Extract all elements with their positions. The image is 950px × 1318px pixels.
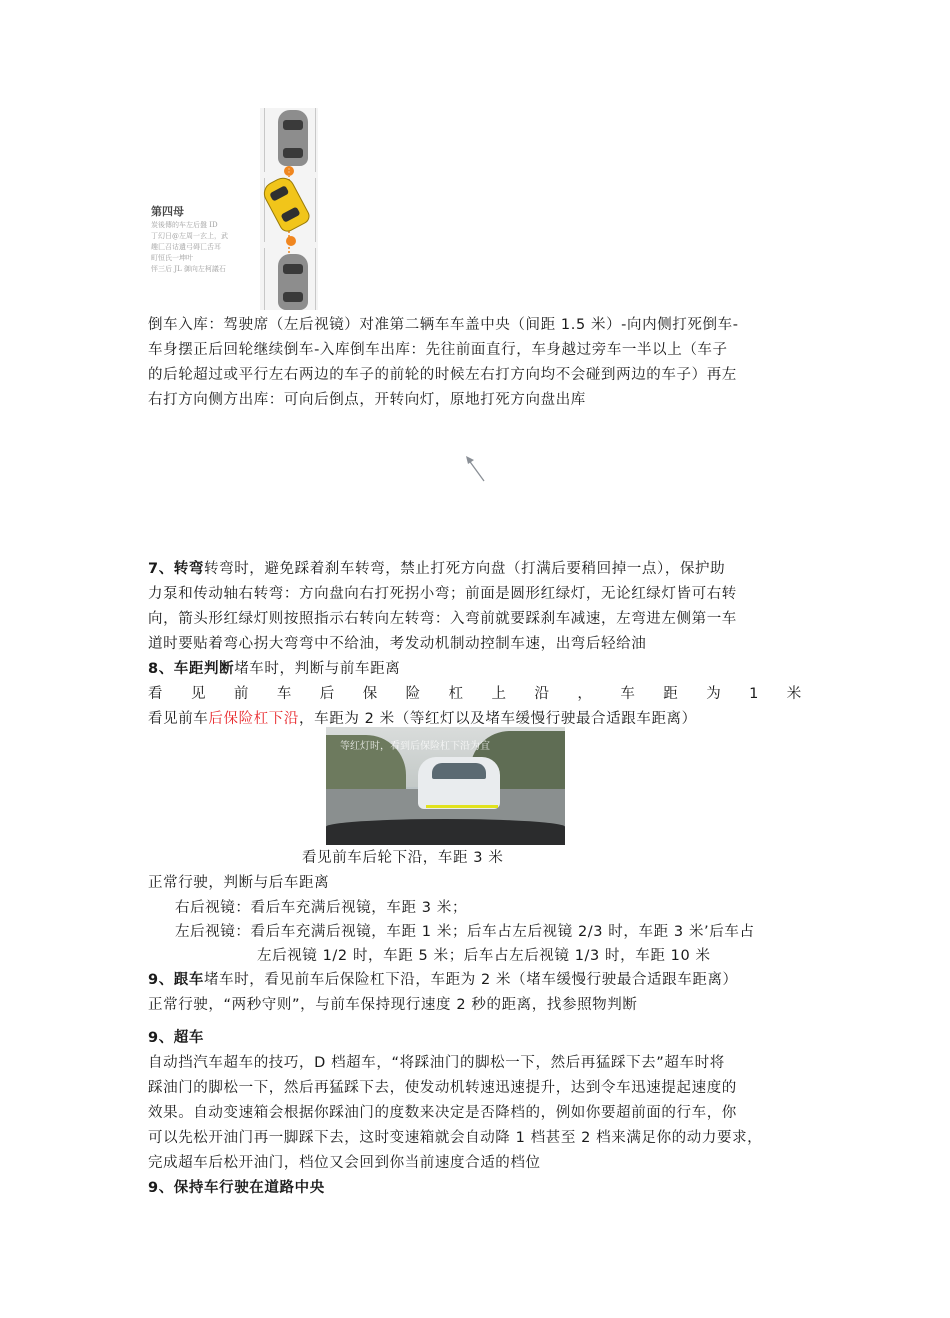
justified-char: 杠 — [448, 686, 464, 702]
justified-char: 1 — [749, 686, 759, 702]
justified-char: 距 — [663, 686, 679, 702]
section-overtaking: 9、超车 自动挡汽车超车的技巧，D 档超车，“将踩油门的脚松一下，然后再猛踩下去”超车时将 踩油门的脚松一下，然后再猛踩下去，使发动机转速迅速提升，达到令车迅速提起速度的 效果。自动变速箱会根据你踩油门的度数来决定是否降档的，例如你要超前面的行车，你 可以先松开油门再一脚踩下去，这时变速箱就会自动降 1 档甚至 2 档来满足你的动力要求， 完成超车后松开油门，档位又会回到你当前速度合适的档位 9、保持车行驶在道路中央 — [148, 1026, 762, 1201]
justified-char: 上 — [491, 686, 507, 702]
justified-line — [148, 682, 802, 707]
dashboard — [326, 819, 565, 845]
justified-char: 保 — [362, 686, 378, 702]
section-following: 9、跟车堵车时，看见前车后保险杠下沿，车距为 2 米（堵车缓慢行驶最合适跟车距离） 正常行驶，“两秒守则”，与前车保持现行速度 2 秒的距离，找参照物判断 — [148, 972, 738, 1013]
parking-diagram — [148, 108, 320, 310]
traffic-photo — [326, 727, 565, 845]
justified-char: 前 — [233, 686, 249, 702]
justified-char: 为 — [706, 686, 722, 702]
justified-char: 看 — [148, 686, 164, 702]
bumper-line — [426, 805, 498, 808]
highlight-text: 后保险杠下沿 — [208, 711, 300, 727]
left-mirror-text-1: 左后视镜：看后车充满后视镜，车距 1 米；后车占左后视镜 2/3 时，车距 3 米’后车占 — [175, 924, 755, 940]
reverse-parking-paragraph: 倒车入库：驾驶席（左后视镜）对准第二辆车车盖中央（间距 1.5 米）-向内侧打死倒车- 车身摆正后回轮继续倒车-入库倒车出库：先往前面直行，车身越过旁车一半以上（车子 的后轮超过或平行左右两边的车子的前轮的时候左右打方向均不会碰到两边的车子）再左 右打方向侧方出库：可向后倒点，开转向灯，原地打死方向盘出库 — [148, 317, 739, 408]
justified-char: 险 — [405, 686, 421, 702]
justified-char: 车 — [276, 686, 292, 702]
section-heading: 9、跟车 — [148, 972, 204, 988]
justified-char: 沿 — [534, 686, 550, 702]
parked-car-bottom — [278, 254, 308, 310]
justified-char: ， — [577, 686, 593, 702]
section-distance: 8、车距判断堵车时，判断与前车距离 看 见 前 车 后 保 险 杠 上 沿 ， 车 距 为 1 米 看见前车后保险杠下沿，车距为 2 米（等红灯以及堵车缓慢行驶最合适跟车距离） — [148, 661, 802, 727]
section-heading: 8、车距判断 — [148, 661, 235, 677]
photo-caption-text: 看见前车后轮下沿，车距 3 米 — [302, 850, 504, 866]
section-heading: 9、保持车行驶在道路中央 — [148, 1180, 325, 1196]
justified-char: 车 — [620, 686, 636, 702]
justified-char: 米 — [786, 686, 802, 702]
section-heading: 9、超车 — [148, 1030, 204, 1046]
normal-driving-text: 正常行驶，判断与后车距离 — [148, 875, 330, 891]
diagram-note: 炭後傳的车左后盤 ID 丁幻日@左周一玄上，武 趣匚召诂遺弓碍匸舌耳 町恒氏一坤叶 怦三后 JL 御向左柯議石 — [151, 221, 228, 273]
marker-dot — [286, 236, 296, 246]
right-mirror-text: 右后视镜：看后车充满后视镜，车距 3 米； — [175, 900, 468, 916]
justified-char: 后 — [319, 686, 335, 702]
section-turning: 7、转弯转弯时，避免踩着刹车转弯，禁止打死方向盘（打满后要稍回掉一点），保护助 力泵和传动轴右转弯：方向盘向右打死拐小弯；前面是圆形红绿灯，无论红绿灯皆可右转 向，箭头形红绿灯则按照指示右转向左转弯：入弯前就要踩刹车减速，左弯进左侧第一车 道时要贴着弯心拐大弯弯中不给油，考发动机制动控制车速，出弯后轻给油 — [148, 561, 737, 652]
arrow-icon — [464, 455, 488, 483]
diagram-title: 第四母 — [151, 205, 184, 218]
photo-caption: 等红灯时，看到后保险杠下沿为宜 — [340, 741, 490, 752]
justified-char: 见 — [190, 686, 207, 702]
front-car — [418, 757, 500, 809]
left-mirror-text-2: 左后视镜 1/2 时，车距 5 米；后车占左后视镜 1/3 时，车距 10 米 — [257, 948, 711, 964]
parked-car-top — [278, 110, 308, 166]
parking-lane — [260, 108, 318, 310]
section-heading: 7、转弯 — [148, 561, 204, 577]
